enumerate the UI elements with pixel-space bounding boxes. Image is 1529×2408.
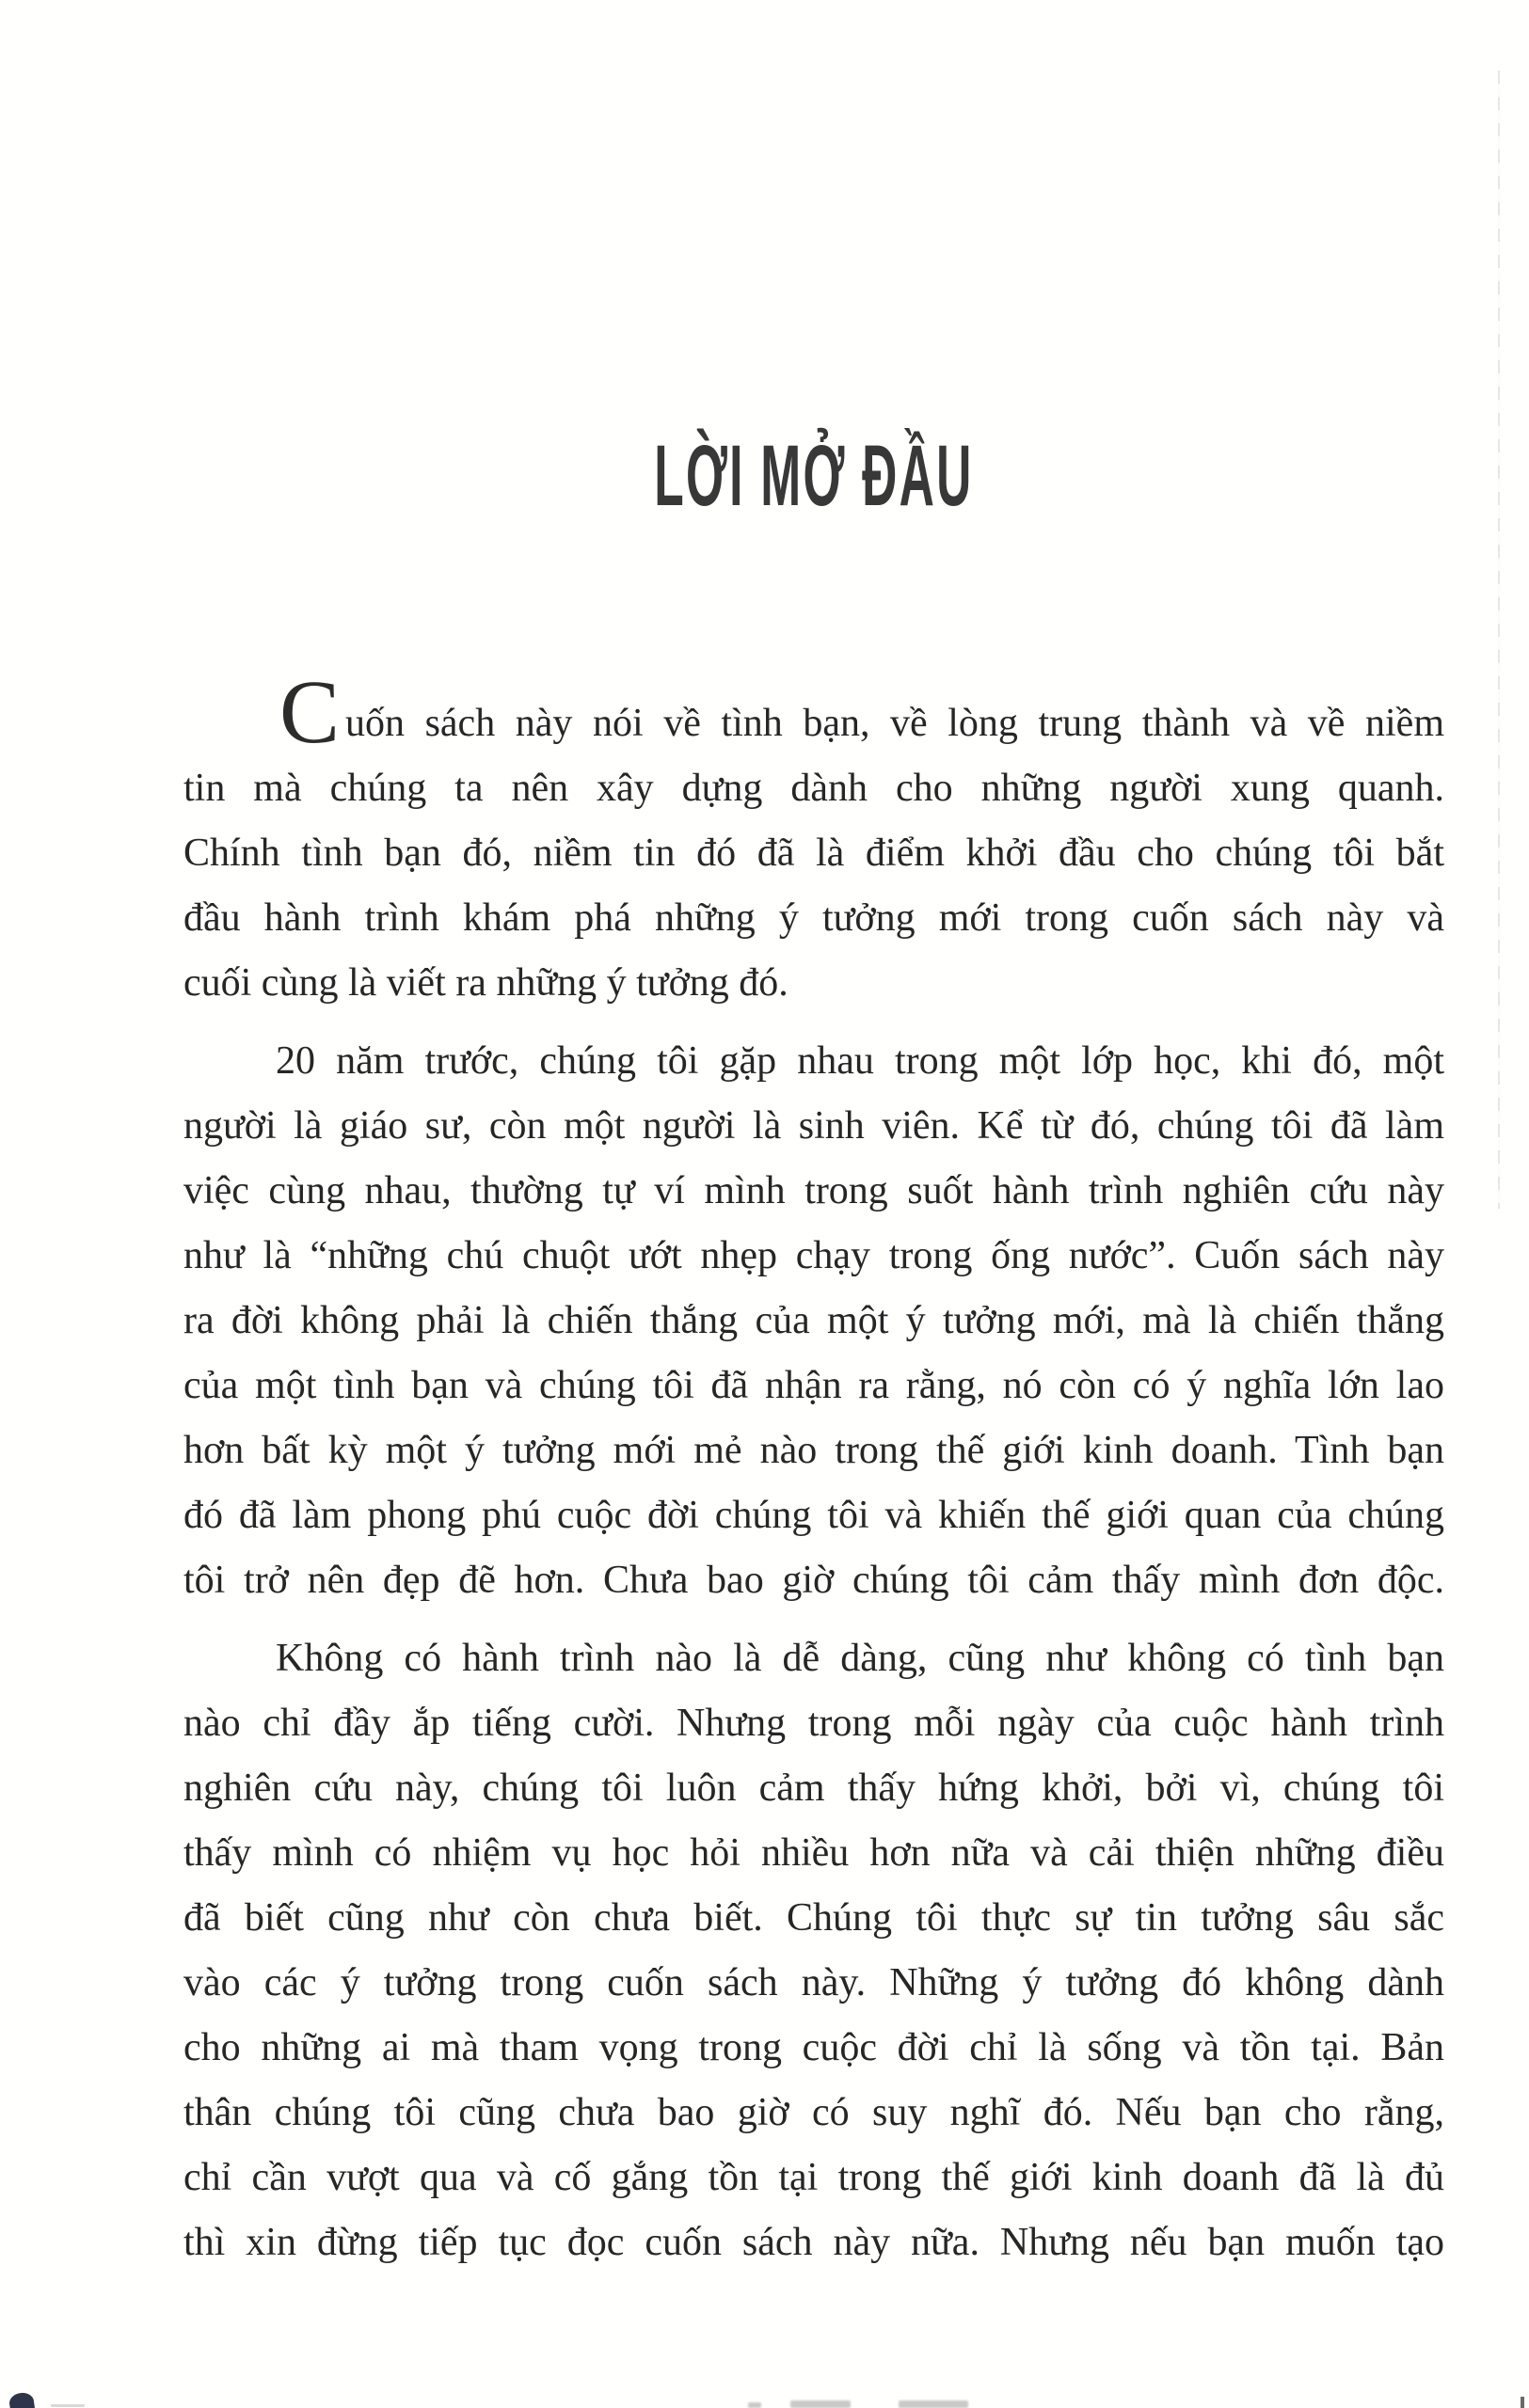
paragraph-1 [183,691,1444,1016]
text-line: tin mà chúng ta nên xây dựng dành cho những người xung quanh. [183,767,1444,810]
body-text [183,661,1444,2275]
cutoff-text-smudge [790,2400,851,2408]
text-line: ra đời không phải là chiến thắng của một ý tưởng mới, mà là chiến thắng [183,1299,1444,1342]
text-line: việc cùng nhau, thường tự ví mình trong suốt hành trình nghiên cứu này [183,1169,1444,1212]
text-line: thân chúng tôi cũng chưa bao giờ có suy nghĩ đó. Nếu bạn cho rằng, [183,2091,1444,2134]
text-line: cuối cùng là viết ra những ý tưởng đó. [183,961,788,1005]
text-line: hơn bất kỳ một ý tưởng mới mẻ nào trong thế giới kinh doanh. Tình bạn [183,1429,1444,1472]
cutoff-text-smudge [899,2400,968,2408]
text-line: thấy mình có nhiệm vụ học hỏi nhiều hơn nữa và cải thiện những điều [183,1831,1444,1875]
text-line: như là “những chú chuột ướt nhẹp chạy trong ống nước”. Cuốn sách này [183,1234,1444,1277]
text-line: Không có hành trình nào là dễ dàng, cũng như không có tình bạn [276,1637,1444,1680]
text-line: cho những ai mà tham vọng trong cuộc đời chỉ là sống và tồn tại. Bản [183,2026,1444,2069]
text-line: vào các ý tưởng trong cuốn sách này. Những ý tưởng đó không dành [183,1961,1444,2004]
cutoff-text-smudge [748,2402,761,2408]
ink-blob-artifact [8,2391,36,2408]
text-line: tôi trở nên đẹp đẽ hơn. Chưa bao giờ chúng tôi cảm thấy mình đơn độc. [183,1559,1444,1602]
text-line: nghiên cứu này, chúng tôi luôn cảm thấy hứng khởi, bởi vì, chúng tôi [183,1766,1444,1810]
text-line: đã biết cũng như còn chưa biết. Chúng tôi thực sự tin tưởng sâu sắc [183,1896,1444,1940]
page-title: LỜI MỞ ĐẦU [654,428,974,524]
page-curl-shadow-line [1498,71,1500,1209]
drop-cap: C [279,661,341,762]
text-line: của một tình bạn và chúng tôi đã nhận ra rằng, nó còn có ý nghĩa lớn lao [183,1364,1444,1407]
edge-tick-artifact [1521,2397,1524,2408]
text-line: đầu hành trình khám phá những ý tưởng mới trong cuốn sách này và [183,896,1444,940]
text-line: chỉ cần vượt qua và cố gắng tồn tại trong thế giới kinh doanh đã là đủ [183,2156,1444,2199]
text-line: đó đã làm phong phú cuộc đời chúng tôi và khiến thế giới quan của chúng [183,1494,1444,1537]
text-line: 20 năm trước, chúng tôi gặp nhau trong một lớp học, khi đó, một [276,1039,1444,1083]
page-title-wrap [183,428,1444,524]
paragraph-2 [183,1029,1444,1613]
paragraph-3 [183,1626,1444,2275]
text-line: người là giáo sư, còn một người là sinh viên. Kể từ đó, chúng tôi đã làm [183,1104,1444,1148]
text-line: Chính tình bạn đó, niềm tin đó đã là điểm khởi đầu cho chúng tôi bắt [183,832,1444,875]
text-line: thì xin đừng tiếp tục đọc cuốn sách này nữa. Nhưng nếu bạn muốn tạo [183,2221,1444,2264]
text-line: nào chỉ đầy ắp tiếng cười. Nhưng trong mỗi ngày của cuộc hành trình [183,1702,1444,1745]
text-line: uốn sách này nói về tình bạn, về lòng trung thành và về niềm [345,702,1444,745]
gray-smudge-artifact [51,2404,85,2407]
